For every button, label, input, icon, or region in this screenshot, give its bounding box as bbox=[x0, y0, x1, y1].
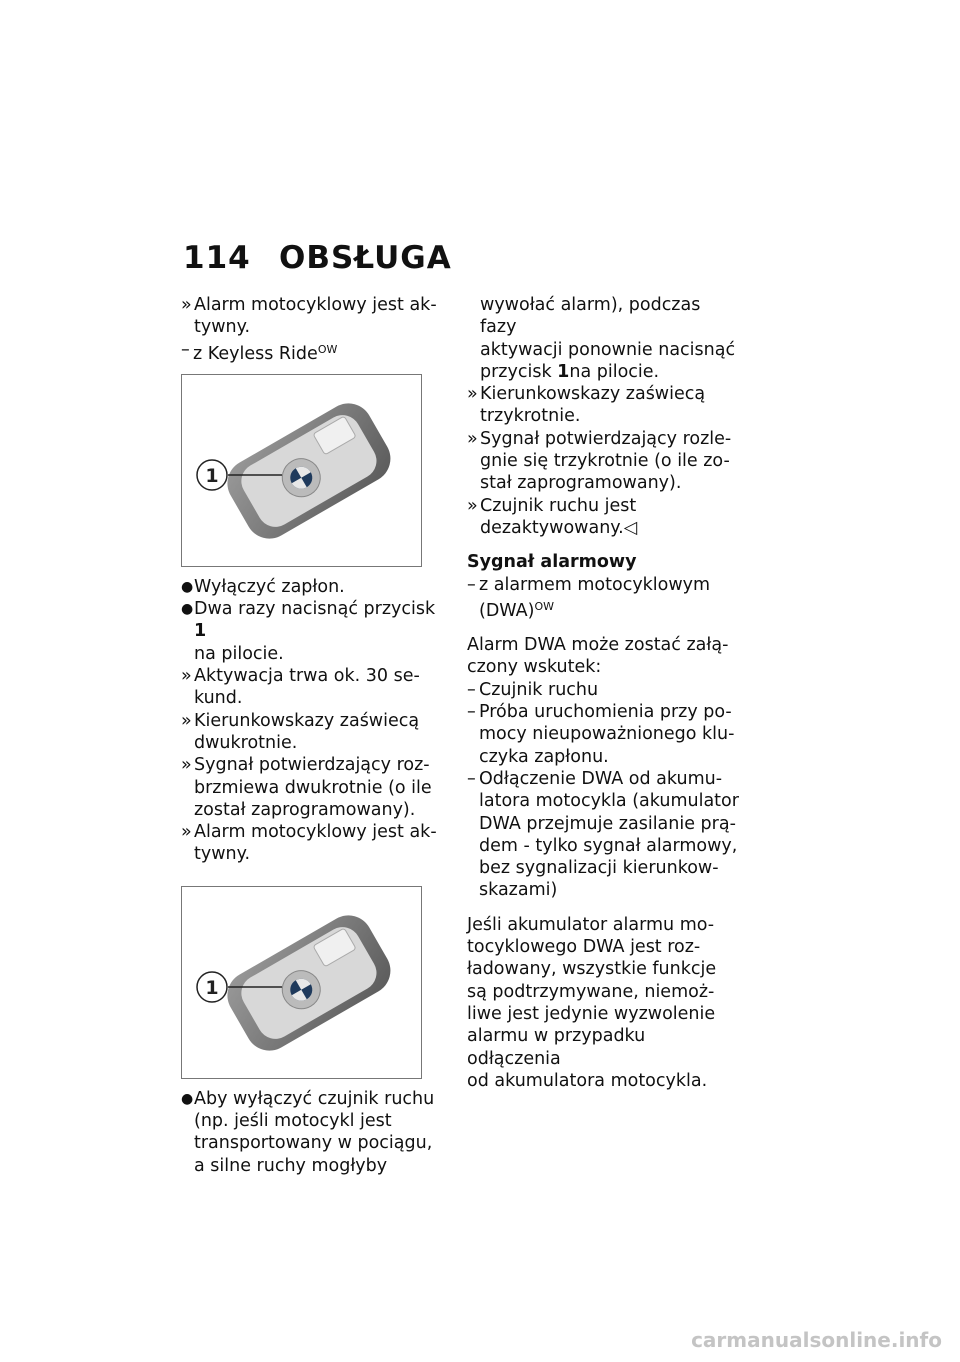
text-line: Sygnał potwierdzający roz- bbox=[194, 755, 430, 776]
key-fob-figure bbox=[181, 374, 422, 567]
condition-item bbox=[181, 339, 441, 365]
continued-step bbox=[467, 294, 742, 383]
text-line: Kierunkowskazy zaświecą bbox=[480, 384, 706, 405]
text-line: Wyłączyć zapłon. bbox=[194, 576, 345, 597]
text-line: Aktywacja trwa ok. 30 se- bbox=[194, 666, 420, 687]
text-line: brzmiewa dwukrotnie (o ile bbox=[194, 777, 432, 798]
text-line: DWA przejmuje zasilanie prą- bbox=[479, 813, 736, 834]
left-column bbox=[181, 294, 441, 1177]
bullet-marker: ● bbox=[181, 601, 194, 618]
result-item bbox=[181, 294, 441, 339]
text-line: transportowany w pociągu, bbox=[194, 1133, 433, 1154]
bullet-marker: ● bbox=[181, 1090, 194, 1107]
text-line: z alarmem motocyklowym bbox=[479, 574, 711, 595]
result-item bbox=[181, 710, 441, 755]
text-line: bez sygnalizacji kierunkow- bbox=[479, 858, 719, 879]
text-line: czyka zapłonu. bbox=[479, 746, 609, 767]
text-line: ładowany, wszystkie funkcje bbox=[467, 959, 717, 980]
result-marker: » bbox=[181, 755, 192, 776]
condition-item bbox=[467, 574, 742, 623]
text-line: dwukrotnie. bbox=[194, 732, 298, 753]
end-mark-icon: ◁ bbox=[623, 517, 638, 538]
paragraph bbox=[467, 914, 742, 1092]
text-line: a silne ruchy mogłyby bbox=[194, 1155, 388, 1176]
text-line: Alarm motocyklowy jest ak- bbox=[194, 822, 437, 843]
key-fob-illustration bbox=[182, 375, 421, 566]
text-line: (np. jeśli motocykl jest bbox=[194, 1111, 392, 1132]
option-sup: OW bbox=[317, 342, 338, 356]
callout-label: 1 bbox=[205, 464, 219, 487]
bullet-marker: ● bbox=[181, 578, 194, 595]
text-line: z Keyless Ride bbox=[193, 343, 318, 364]
text-line: czony wskutek: bbox=[467, 657, 602, 678]
text-line: przycisk bbox=[480, 361, 552, 382]
text-line: (DWA) bbox=[479, 600, 535, 621]
text-line: wywołać alarm), podczas fazy bbox=[480, 295, 701, 338]
key-fob-figure bbox=[181, 886, 422, 1079]
text-line: liwe jest jedynie wyzwolenie bbox=[467, 1003, 716, 1024]
text-line: skazami) bbox=[479, 880, 558, 901]
button-ref: 1 bbox=[557, 361, 570, 382]
option-sup: OW bbox=[534, 599, 554, 613]
section-title: OBSŁUGA bbox=[279, 240, 452, 276]
page-header bbox=[183, 240, 452, 276]
list-item bbox=[467, 679, 742, 701]
result-marker: » bbox=[181, 666, 192, 687]
result-marker: » bbox=[181, 295, 192, 315]
dash-marker: – bbox=[467, 702, 476, 723]
callout-label: 1 bbox=[205, 976, 219, 999]
page-number: 114 bbox=[183, 240, 251, 276]
dash-marker: – bbox=[467, 768, 476, 789]
dash-marker: – bbox=[467, 574, 476, 595]
list-item bbox=[467, 768, 742, 902]
text-line: trzykrotnie. bbox=[480, 406, 581, 427]
text-line: dem - tylko sygnał alarmowy, bbox=[479, 835, 738, 856]
result-item bbox=[181, 821, 441, 866]
dash-marker: – bbox=[467, 679, 476, 700]
text-line: został zaprogramowany). bbox=[194, 799, 416, 820]
text-line: tywny. bbox=[194, 844, 251, 865]
result-marker: » bbox=[467, 495, 478, 516]
text-line: alarmu w przypadku odłączenia bbox=[467, 1026, 646, 1069]
key-fob-illustration bbox=[182, 887, 421, 1078]
step-item bbox=[181, 576, 441, 598]
text-line: Próba uruchomienia przy po- bbox=[479, 702, 732, 723]
button-ref: 1 bbox=[194, 621, 207, 642]
text-line: Aby wyłączyć czujnik ruchu bbox=[194, 1088, 435, 1109]
text-line: gnie się trzykrotnie (o ile zo- bbox=[480, 451, 730, 472]
paragraph bbox=[467, 634, 742, 679]
text-line: dezaktywowany. bbox=[480, 517, 624, 538]
result-item bbox=[181, 665, 441, 710]
text-line: tocyklowego DWA jest roz- bbox=[467, 937, 701, 958]
section-heading: Sygnał alarmowy bbox=[467, 552, 637, 573]
text-line: stał zaprogramowany). bbox=[480, 473, 682, 494]
right-column bbox=[467, 294, 742, 1092]
text-line: Sygnał potwierdzający rozle- bbox=[480, 428, 732, 449]
text-line: Dwa razy nacisnąć przycisk bbox=[194, 599, 436, 620]
step-item bbox=[181, 598, 441, 665]
text-line: kund. bbox=[194, 688, 243, 709]
text-line: tywny. bbox=[194, 317, 251, 338]
text-line: Kierunkowskazy zaświecą bbox=[194, 710, 420, 731]
text-line: od akumulatora motocykla. bbox=[467, 1070, 708, 1091]
result-item bbox=[467, 495, 742, 540]
dash-marker: – bbox=[181, 339, 190, 360]
text-line: Jeśli akumulator alarmu mo- bbox=[467, 914, 715, 935]
result-marker: » bbox=[181, 710, 192, 731]
result-item bbox=[467, 428, 742, 495]
text-line: na pilocie. bbox=[194, 643, 284, 664]
text-line: Czujnik ruchu jest bbox=[480, 495, 637, 516]
list-item bbox=[467, 701, 742, 768]
text-line: są podtrzymywane, niemoż- bbox=[467, 981, 715, 1002]
result-marker: » bbox=[181, 822, 192, 843]
step-item bbox=[181, 1088, 441, 1177]
result-item bbox=[181, 754, 441, 821]
result-marker: » bbox=[467, 428, 478, 449]
text-line: latora motocykla (akumulator bbox=[479, 791, 739, 812]
text-line: Alarm DWA może zostać załą- bbox=[467, 635, 729, 656]
result-marker: » bbox=[467, 384, 478, 405]
text-line: Czujnik ruchu bbox=[479, 679, 599, 700]
text-line: na pilocie. bbox=[569, 361, 660, 382]
text-line: mocy nieupoważnionego klu- bbox=[479, 724, 735, 745]
text-line: aktywacji ponownie nacisnąć bbox=[480, 339, 736, 360]
text-line: Alarm motocyklowy jest ak- bbox=[194, 295, 437, 315]
result-item bbox=[467, 383, 742, 428]
watermark: carmanualsonline.info bbox=[691, 1328, 942, 1352]
text-line: Odłączenie DWA od akumu- bbox=[479, 768, 723, 789]
